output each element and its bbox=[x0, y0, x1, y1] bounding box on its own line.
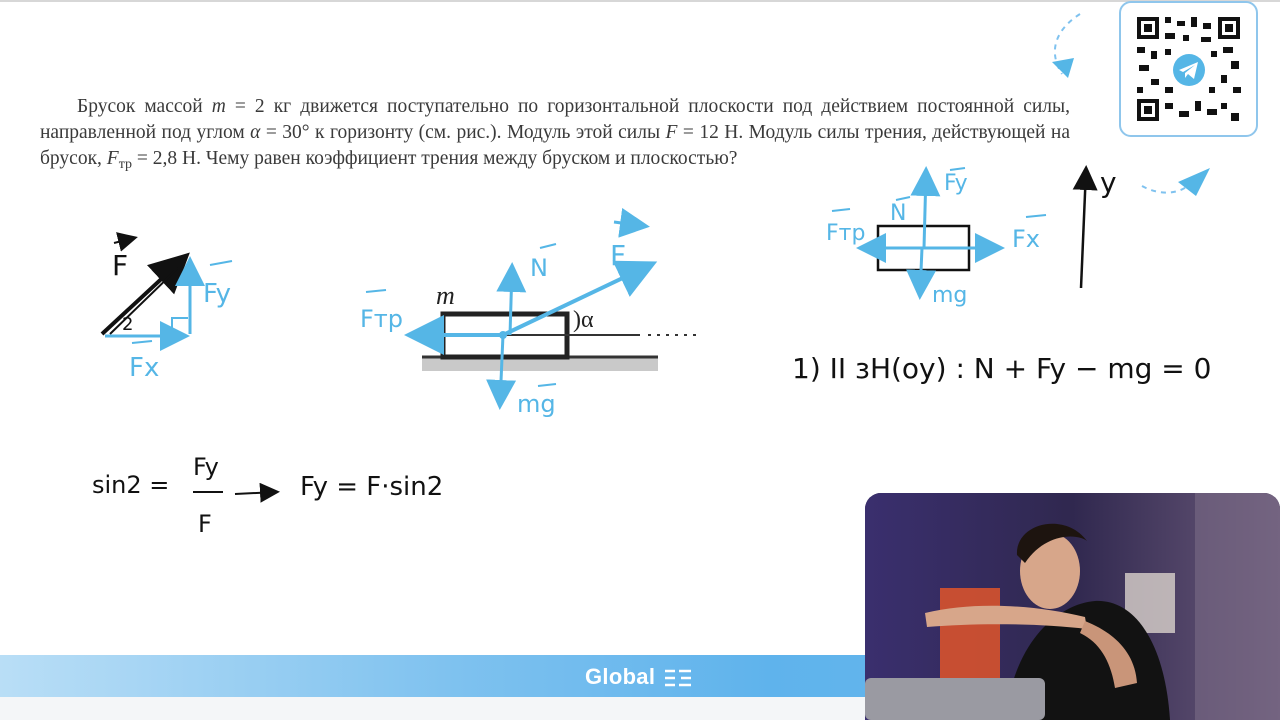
alpha-angle-label: )α bbox=[573, 307, 594, 333]
sin-result: Fy = F·sin2 bbox=[300, 472, 444, 502]
label-Ftr-main: Fтр bbox=[360, 305, 404, 333]
arrowhead-decoration bbox=[1052, 58, 1074, 78]
mass-label: m bbox=[436, 281, 455, 310]
fireplace-glow bbox=[940, 588, 1000, 678]
label-N-main: N bbox=[530, 254, 548, 282]
fbd-label-mg: mg bbox=[932, 283, 968, 308]
brand-logo-text: Global bbox=[585, 664, 656, 689]
sin-numerator: Fy bbox=[193, 453, 219, 481]
laptop bbox=[865, 678, 1045, 720]
label-Fx: Fx bbox=[129, 353, 160, 383]
newton-law-equation: 1) II зН(oy) : N + Fy − mg = 0 bbox=[792, 352, 1212, 385]
label-F: F bbox=[112, 249, 129, 282]
free-body-diagram bbox=[826, 166, 1117, 308]
implies-arrow bbox=[235, 492, 276, 494]
paper-plane-icon bbox=[1178, 168, 1210, 196]
y-axis-label: y bbox=[1100, 166, 1117, 199]
telegram-qr-card[interactable] bbox=[1119, 1, 1258, 137]
force-triangle bbox=[102, 238, 232, 383]
equals-menu-icon bbox=[664, 668, 692, 688]
label-Fy: Fy bbox=[203, 279, 231, 309]
webcam-overlay bbox=[865, 493, 1280, 720]
fbd-label-Fx: Fx bbox=[1012, 225, 1041, 253]
sin-eq-left: sin2 = bbox=[92, 471, 170, 499]
presenter-video bbox=[865, 493, 1280, 720]
qr-code-icon bbox=[1121, 3, 1256, 135]
fbd-label-Ftr: Fтр bbox=[826, 221, 866, 246]
label-F-main: F bbox=[610, 239, 627, 272]
fbd-label-Fy: Fy bbox=[944, 171, 968, 196]
label-mg-main: mg bbox=[517, 390, 556, 418]
angle-label: 2 bbox=[122, 314, 134, 335]
block-diagram bbox=[360, 222, 700, 418]
problem-statement: Брусок массой m = 2 кг движется поступательно по горизонтальной плоскости под действием постоянной силы, направленной под углом α = 30° к горизонту (см. рис.). Модуль этой силы F = 12 Н. Модуль силы трения, действующей на брусок, $F_{тр} = 2,8$ Н. Чему равен коэффициент трения между бруском и плоскостью? bbox=[40, 96, 1070, 172]
sin-denominator: F bbox=[198, 510, 212, 538]
fbd-label-N: N bbox=[890, 201, 907, 226]
